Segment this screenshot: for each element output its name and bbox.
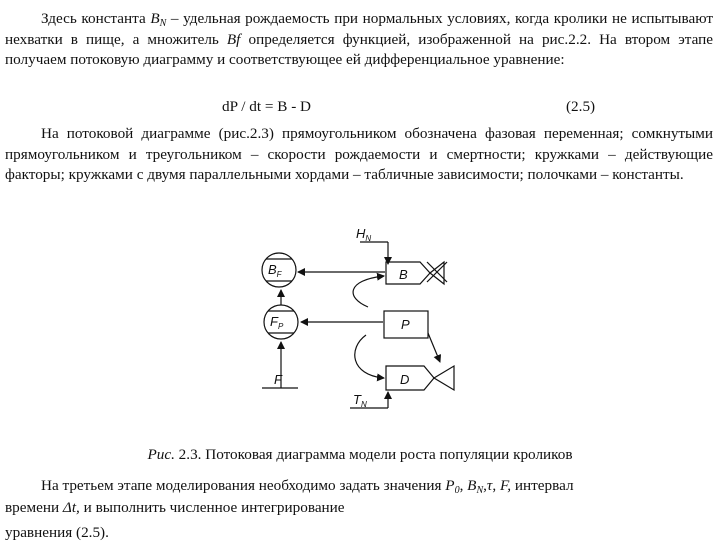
bn-symbol: $B_N$ [150, 10, 167, 29]
caption-text: 2.3. Потоковая диаграмма модели роста популяции кроликов [174, 446, 573, 463]
d-rate-shape [386, 366, 434, 390]
f-label: F [274, 372, 282, 387]
bf-label: $B_F$ [268, 262, 282, 279]
b-rate-shape [386, 262, 430, 284]
paragraph-intro [5, 9, 713, 71]
equation-number: (2.5) [566, 98, 596, 115]
third-stage-line-2: времени Δt, и выполнить численное интегрирование [5, 498, 345, 516]
intro-text-1: Здесь константа [41, 10, 151, 27]
caption-prefix: Рис. [147, 446, 175, 463]
equation-formula: dP / dt = B - D [222, 98, 312, 115]
d-sink-triangle [434, 366, 454, 390]
b-label: B [399, 267, 408, 282]
paragraph-third-stage [5, 475, 713, 544]
third-stage-line-1: На третьем этапе моделирования необходимо задать значения $P_0$, $B_N,\tau$, F, интервал [41, 477, 574, 496]
p-label: P [401, 317, 410, 332]
equation-row [0, 98, 720, 120]
flow-diagram [240, 222, 470, 417]
hn-label: $H_N$ [356, 226, 372, 243]
paragraph-diagram-legend: На потоковой диаграмме (рис.2.3) прямоугольником обозначена фазовая переменная; сомкнутыми прямоугольником и треугольником – скорости рождаемости и смертности; кружками – действующие факторы; кружками с двумя параллельными хордами – табличные зависимости; полочками – константы. [5, 125, 713, 184]
d-label: D [400, 372, 410, 387]
b-to-p-arc [353, 276, 384, 307]
p-to-d-arc [355, 335, 384, 378]
intro-text-3: определяется функцией, изображенной на рис.2.2. На втором этапе получаем потоковую диаграмму и соответствующее ей дифференциальное уравнение: [5, 30, 713, 69]
tn-label: $T_N$ [353, 392, 367, 409]
bf-symbol: Bf [226, 30, 241, 48]
fp-label: $F_P$ [270, 314, 284, 331]
third-stage-line-3: уравнения (2.5). [5, 524, 109, 542]
b-source-triangle [430, 262, 444, 284]
intro-text-2: – удельная рождаемость при нормальных условиях, когда кролики не испытывают нехватки в пище, а множитель [5, 10, 713, 48]
p-to-d-line [428, 333, 440, 362]
figure-caption [0, 446, 720, 464]
